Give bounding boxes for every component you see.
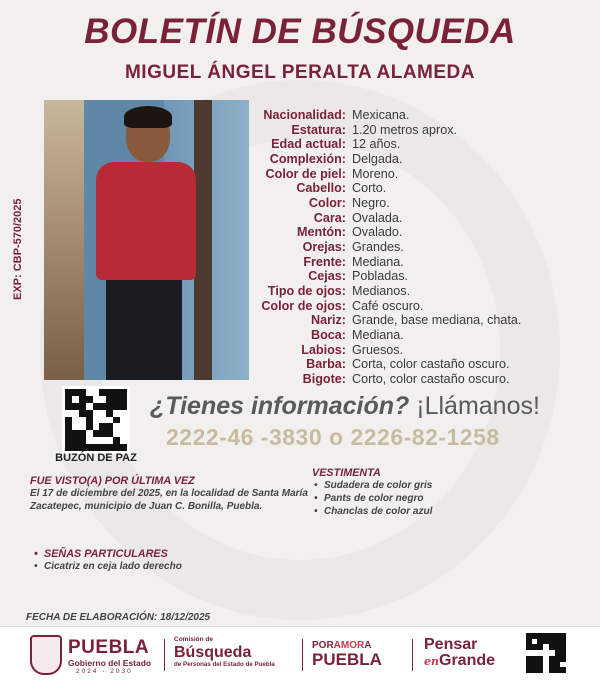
detail-row xyxy=(256,240,521,255)
detail-value: Grandes. xyxy=(352,239,404,254)
last-seen-section xyxy=(30,475,315,513)
marks-heading: • SEÑAS PARTICULARES xyxy=(32,548,182,560)
detail-row xyxy=(256,372,521,387)
commission-big: Búsqueda xyxy=(174,643,252,661)
missing-person-photo xyxy=(44,100,249,380)
qr-caption: BUZÓN DE PAZ xyxy=(55,452,137,464)
detail-row xyxy=(256,299,521,314)
detail-label: Orejas: xyxy=(302,239,346,254)
en-text: en xyxy=(424,655,439,668)
detail-value: 12 años. xyxy=(352,137,401,152)
a-text: A xyxy=(364,640,372,651)
commission-small: Comisión de xyxy=(174,636,214,643)
divider xyxy=(412,639,413,671)
qr-code[interactable] xyxy=(62,386,130,454)
page-title: BOLETÍN DE BÚSQUEDA xyxy=(84,12,516,51)
detail-label: Edad actual: xyxy=(271,137,346,152)
call-prompt: ¡Llámanos! xyxy=(416,392,540,420)
government-label: Gobierno del Estado xyxy=(68,658,152,668)
detail-row xyxy=(256,313,521,328)
detail-row xyxy=(256,167,521,182)
clothing-item: • Chanclas de color azul xyxy=(312,505,572,518)
detail-label: Cara: xyxy=(313,210,346,225)
file-number: EXP: CBP-570/2025 xyxy=(12,198,24,300)
state-logo-text: PUEBLA xyxy=(68,637,150,658)
commission-logo xyxy=(174,637,275,668)
detail-row xyxy=(256,137,521,152)
detail-value: Corta, color castaño oscuro. xyxy=(352,357,510,372)
detail-row xyxy=(256,225,521,240)
info-question: ¿Tienes información? xyxy=(150,392,410,420)
detail-value: Mediana. xyxy=(352,254,404,269)
detail-value: Medianos. xyxy=(352,283,411,298)
pensar-en-grande-logo xyxy=(424,637,495,669)
divider xyxy=(302,639,303,671)
detail-label: Color de piel: xyxy=(265,166,346,181)
detail-row xyxy=(256,123,521,138)
detail-label: Cejas: xyxy=(308,269,346,284)
detail-value: Negro. xyxy=(352,195,390,210)
government-years: 2024 - 2030 xyxy=(76,668,133,675)
detail-value: Corto. xyxy=(352,181,387,196)
detail-label: Color de ojos: xyxy=(261,298,346,313)
detail-label: Nacionalidad: xyxy=(263,108,346,122)
detail-label: Boca: xyxy=(311,327,346,342)
last-seen-text: El 17 de diciembre del 2025, en la localidad de Santa María Zacatepec, municipio de Juan C. Bonilla, Puebla. xyxy=(30,488,308,512)
detail-label: Frente: xyxy=(303,254,346,269)
detail-label: Mentón: xyxy=(297,225,346,240)
clothing-item: • Sudadera de color gris xyxy=(312,479,572,492)
detail-label: Complexión: xyxy=(269,151,346,166)
clothing-heading: VESTIMENTA xyxy=(312,467,381,479)
detail-value: Grande, base mediana, chata. xyxy=(352,313,522,328)
detail-label: Labios: xyxy=(301,342,346,357)
detail-value: Mexicana. xyxy=(352,108,410,122)
detail-label: Estatura: xyxy=(291,122,346,137)
puebla-text: PUEBLA xyxy=(312,650,382,669)
detail-row xyxy=(256,211,521,226)
clothing-section xyxy=(312,467,572,518)
detail-label: Tipo de ojos: xyxy=(267,283,346,298)
detail-value: Ovalada. xyxy=(352,210,403,225)
distinguishing-marks-section xyxy=(32,548,182,573)
por-amor-logo xyxy=(312,641,382,668)
detail-label: Cabello: xyxy=(296,181,346,196)
footer xyxy=(0,626,600,681)
info-prompt xyxy=(150,392,540,421)
detail-label: Bigote: xyxy=(302,371,346,386)
commission-sub: de Personas del Estado de Puebla xyxy=(174,660,275,668)
detail-value: Mediana. xyxy=(352,327,404,342)
last-seen-heading: FUE VISTO(A) POR ÚLTIMA VEZ xyxy=(30,475,195,487)
detail-row xyxy=(256,196,521,211)
detail-label: Nariz: xyxy=(311,313,346,328)
detail-value: Ovalado. xyxy=(352,225,403,240)
phone-numbers[interactable]: 2222-46 -3830 o 2226-82-1258 xyxy=(166,424,500,450)
detail-row xyxy=(256,152,521,167)
detail-value: Café oscuro. xyxy=(352,298,424,313)
detail-label: Barba: xyxy=(306,357,346,372)
detail-row xyxy=(256,284,521,299)
detail-label: Color: xyxy=(308,195,346,210)
detail-row xyxy=(256,343,521,358)
detail-value: Delgada. xyxy=(352,151,403,166)
detail-row xyxy=(256,357,521,372)
clothing-item: • Pants de color negro xyxy=(312,492,572,505)
missing-person-name: MIGUEL ÁNGEL PERALTA ALAMEDA xyxy=(124,62,476,83)
detail-row xyxy=(256,181,521,196)
detail-value: Corto, color castaño oscuro. xyxy=(352,371,510,386)
state-crest-icon xyxy=(30,635,62,675)
amor-text: AMOR xyxy=(333,640,365,651)
detail-row xyxy=(256,269,521,284)
pensar-text: Pensar xyxy=(424,636,478,653)
detail-value: Pobladas. xyxy=(352,269,409,284)
creation-date: FECHA DE ELABORACIÓN: 18/12/2025 xyxy=(26,612,211,623)
detail-row xyxy=(256,108,521,123)
detail-value: 1.20 metros aprox. xyxy=(352,122,457,137)
detail-row xyxy=(256,255,521,270)
detail-value: Moreno. xyxy=(352,166,399,181)
detail-value: Gruesos. xyxy=(352,342,404,357)
detail-row xyxy=(256,328,521,343)
footer-qr-code[interactable] xyxy=(526,633,566,673)
por-text: POR xyxy=(312,640,334,651)
divider xyxy=(164,639,165,671)
marks-item: • Cicatriz en ceja lado derecho xyxy=(32,560,182,573)
grande-text: Grande xyxy=(439,652,496,669)
physical-description xyxy=(256,108,521,386)
